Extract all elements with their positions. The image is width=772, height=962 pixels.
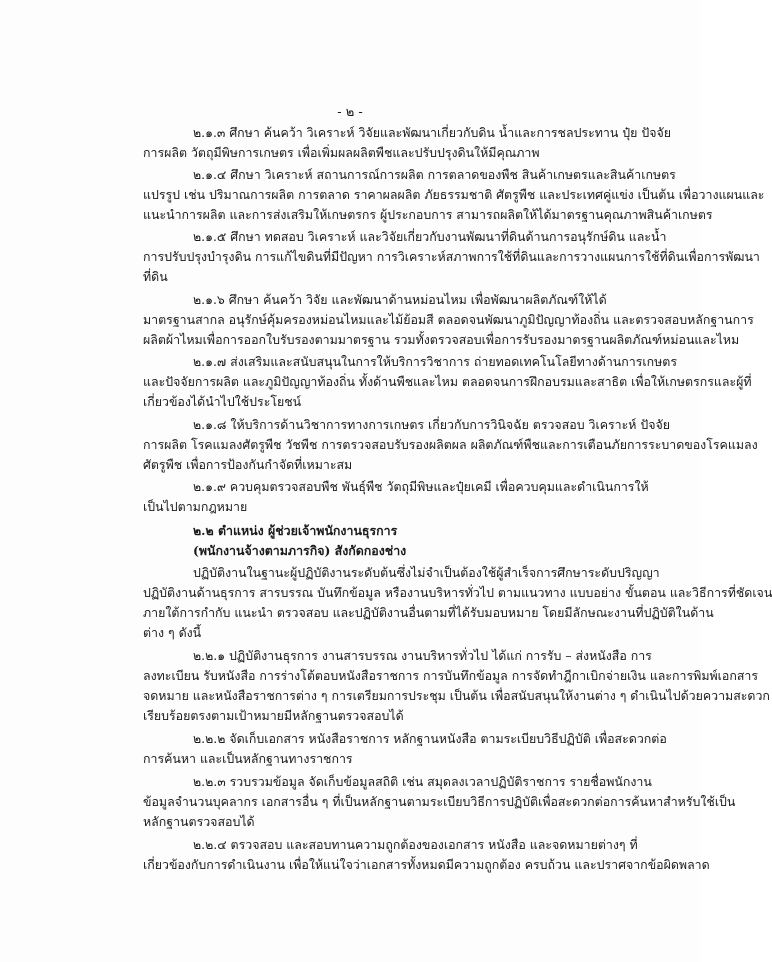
para-2-2-2-line-1: ๒.๒.๒ จัดเก็บเอกสาร หนังสือราชการ หลักฐานหนังสือ ตามระเบียบวิธีปฏิบัติ เพื่อสะดวกต่อ bbox=[193, 731, 667, 746]
para-2-2-3-line-1: ๒.๒.๓ รวบรวมข้อมูล จัดเก็บข้อมูลสถิติ เช่น สมุดลงเวลาปฏิบัติราชการ รายชื่อพนักงาน bbox=[193, 774, 652, 789]
section-2-2-heading: ๒.๒ ตำแหน่ง ผู้ช่วยเจ้าพนักงานธุรการ bbox=[193, 523, 398, 538]
para-2-1-8-line-2: การผลิต โรคแมลงศัตรูพืช วัชพืช การตรวจสอบรับรองผลิตผล ผลิตภัณฑ์พืชและการเตือนภัยการระบาดของโรคแมลง bbox=[143, 437, 758, 452]
section-2-2-intro-line-1: ปฏิบัติงานในฐานะผู้ปฏิบัติงานระดับต้นซึ่งไม่จำเป็นต้องใช้ผู้สำเร็จการศึกษาระดับปริญญา bbox=[193, 565, 660, 580]
para-2-1-3-line-2: การผลิต วัตถุมีพิษการเกษตร เพื่อเพิ่มผลผลิตพืชและปรับปรุงดินให้มีคุณภาพ bbox=[143, 145, 540, 160]
para-2-1-5-line-2: การปรับปรุงบำรุงดิน การแก้ไขดินที่มีปัญหา การวิเคราะห์สภาพการใช้ที่ดินและการวางแผนการใช้ที่ดินเพื่อการพัฒนา bbox=[143, 249, 760, 264]
para-2-1-9-line-2: เป็นไปตามกฎหมาย bbox=[143, 499, 248, 514]
para-2-2-2-line-2: การค้นหา และเป็นหลักฐานทางราชการ bbox=[143, 751, 353, 766]
para-2-2-1-line-2: ลงทะเบียน รับหนังสือ การร่างโต้ตอบหนังสือราชการ การบันทึกข้อมูล การจัดทำฎีกาเบิกจ่ายเงิน และการพิมพ์เอกสาร bbox=[143, 668, 759, 683]
para-2-1-7-line-2: และปัจจัยการผลิต และภูมิปัญญาท้องถิ่น ทั้งด้านพืชและไหม ตลอดจนการฝึกอบรมและสาธิต เพื่อให้เกษตรกรและผู้ที่ bbox=[143, 374, 752, 389]
para-2-1-9-line-1: ๒.๑.๙ ควบคุมตรวจสอบพืช พันธุ์พืช วัตถุมีพิษและปุ๋ยเคมี เพื่อควบคุมและดำเนินการให้ bbox=[193, 479, 649, 494]
page-number: - ๒ - bbox=[337, 105, 363, 120]
para-2-2-3-line-3: หลักฐานตรวจสอบได้ bbox=[143, 814, 255, 829]
section-2-2-intro-line-4: ต่าง ๆ ดังนี้ bbox=[143, 625, 202, 640]
para-2-1-6-line-1: ๒.๑.๖ ศึกษา ค้นคว้า วิจัย และพัฒนาด้านหม่อนไหม เพื่อพัฒนาผลิตภัณฑ์ให้ได้ bbox=[193, 292, 607, 307]
para-2-2-1-line-4: เรียบร้อยตรงตามเป้าหมายมีหลักฐานตรวจสอบได้ bbox=[143, 708, 404, 723]
para-2-1-7-line-1: ๒.๑.๗ ส่งเสริมและสนับสนุนในการให้บริการวิชาการ ถ่ายทอดเทคโนโลยีทางด้านการเกษตร bbox=[193, 354, 677, 369]
para-2-1-8-line-3: ศัตรูพืช เพื่อการป้องกันกำจัดที่เหมาะสม bbox=[143, 457, 353, 472]
para-2-1-8-line-1: ๒.๑.๘ ให้บริการด้านวิชาการทางการเกษตร เกี่ยวกับการวินิจฉัย ตรวจสอบ วิเคราะห์ ปัจจัย bbox=[193, 417, 671, 432]
para-2-2-1-line-3: จดหมาย และหนังสือราชการต่าง ๆ การเตรียมการประชุม เป็นต้น เพื่อสนับสนุนให้งานต่าง ๆ ดำเนินไปด้วยความสะดวก bbox=[143, 688, 770, 703]
para-2-1-5-line-1: ๒.๑.๕ ศึกษา ทดสอบ วิเคราะห์ และวิจัยเกี่ยวกับงานพัฒนาที่ดินด้านการอนุรักษ์ดิน และน้ำ bbox=[193, 229, 667, 244]
para-2-2-1-line-1: ๒.๒.๑ ปฏิบัติงานธุรการ งานสารบรรณ งานบริหารทั่วไป ได้แก่ การรับ – ส่งหนังสือ การ bbox=[193, 648, 652, 663]
para-2-1-6-line-2: มาตรฐานสากล อนุรักษ์คุ้มครองหม่อนไหมและไม้ย้อมสี ตลอดจนพัฒนาภูมิปัญญาท้องถิ่น และตรวจสอบหลักฐานการ bbox=[143, 312, 754, 327]
section-2-2-intro-line-2: ปฏิบัติงานด้านธุรการ สารบรรณ บันทึกข้อมูล หรืองานบริหารทั่วไป ตามแนวทาง แบบอย่าง ขั้นตอน และวิธีการที่ชัดเจน bbox=[143, 585, 772, 600]
para-2-2-3-line-2: ข้อมูลจำนวนบุคลากร เอกสารอื่น ๆ ที่เป็นหลักฐานตามระเบียบวิธีการปฏิบัติเพื่อสะดวกต่อการค้นหาสำหรับใช้เป็น bbox=[143, 794, 736, 809]
para-2-2-4-line-2: เกี่ยวข้องกับการดำเนินงาน เพื่อให้แน่ใจว่าเอกสารทั้งหมดมีความถูกต้อง ครบถ้วน และปราศจากข้อผิดพลาด bbox=[143, 857, 710, 872]
para-2-2-4-line-1: ๒.๒.๔ ตรวจสอบ และสอบทานความถูกต้องของเอกสาร หนังสือ และจดหมายต่างๆ ที่ bbox=[193, 837, 638, 852]
section-2-2-intro-line-3: ภายใต้การกำกับ แนะนำ ตรวจสอบ และปฏิบัติงานอื่นตามที่ได้รับมอบหมาย โดยมีลักษณะงานที่ปฏิบัติในด้าน bbox=[143, 605, 714, 620]
para-2-1-5-line-3: ที่ดิน bbox=[143, 269, 168, 284]
section-2-2-subheading: (พนักงานจ้างตามภารกิจ) สังกัดกองช่าง bbox=[193, 543, 407, 558]
para-2-1-7-line-3: เกี่ยวข้องได้นำไปใช้ประโยชน์ bbox=[143, 394, 302, 409]
para-2-1-3-line-1: ๒.๑.๓ ศึกษา ค้นคว้า วิเคราะห์ วิจัยและพัฒนาเกี่ยวกับดิน น้ำและการชลประทาน ปุ๋ย ปัจจัย bbox=[193, 125, 671, 140]
para-2-1-4-line-1: ๒.๑.๔ ศึกษา วิเคราะห์ สถานการณ์การผลิต การตลาดของพืช สินค้าเกษตรและสินค้าเกษตร bbox=[193, 167, 676, 182]
para-2-1-4-line-2: แปรรูป เช่น ปริมาณการผลิต การตลาด ราคาผลผลิต ภัยธรรมชาติ ศัตรูพืช และประเทศคู่แข่ง เป็นต้น เพื่อวางแผนและ bbox=[143, 187, 765, 202]
para-2-1-6-line-3: ผลิตผ้าไหมเพื่อการออกใบรับรองตามมาตรฐาน รวมทั้งตรวจสอบเพื่อการรับรองมาตรฐานผลิตภัณฑ์หม่อนและไหม bbox=[143, 332, 740, 347]
para-2-1-4-line-3: แนะนำการผลิต และการส่งเสริมให้เกษตรกร ผู้ประกอบการ สามารถผลิตให้ได้มาตรฐานคุณภาพสินค้าเกษตร bbox=[143, 207, 713, 222]
